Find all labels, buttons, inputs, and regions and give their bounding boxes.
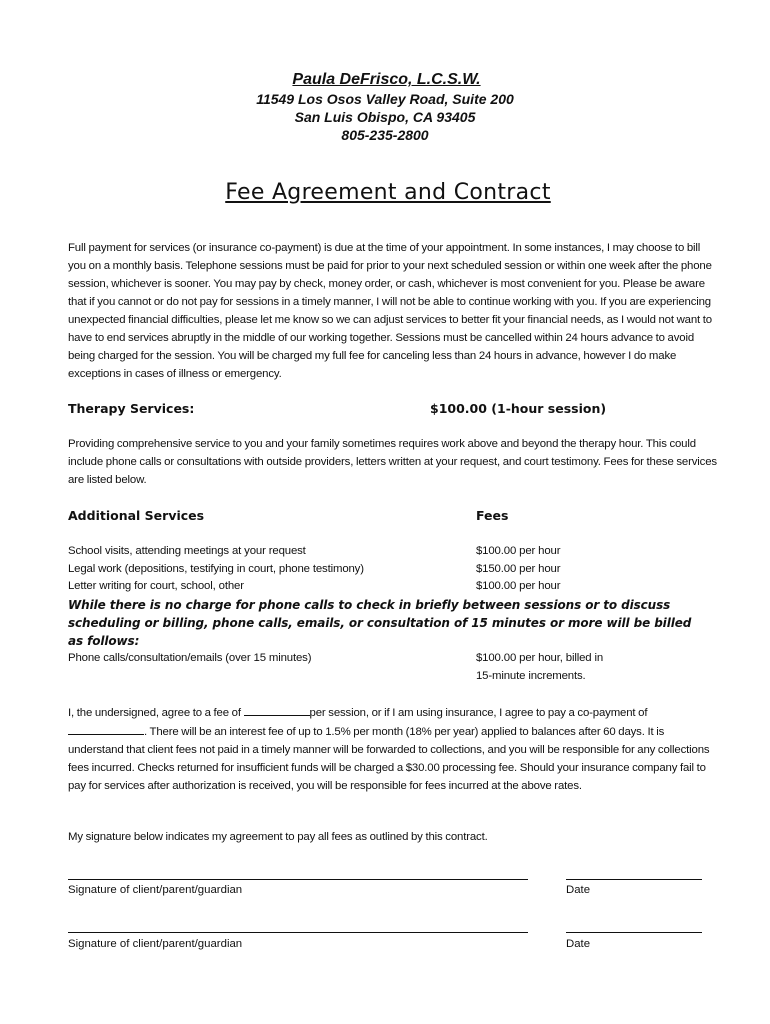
service-fee: $100.00 per hour [476,545,561,557]
therapy-services-fee: $100.00 (1-hour session) [430,401,607,416]
phone-billing-notice: While there is no charge for phone calls to check in briefly between sessions or to discuss scheduling or billing, phone calls, emails, or consultation of 15 minutes or more will be billed as follows: [68,598,692,648]
service-name: Letter writing for court, school, other [68,580,244,592]
address-line: 11549 Los Osos Valley Road, Suite 200 [256,91,514,107]
date-signature-line[interactable] [566,879,702,880]
additional-services-heading: Additional Services [68,508,205,523]
comprehensive-service-paragraph: Providing comprehensive service to you and your family sometimes requires work above and beyond the therapy hour. This could include phone calls or consultations with outside providers, letters written at your request, and court testimony. Fees for these services are listed below. [68,438,717,486]
client-signature-label: Signature of client/parent/guardian [68,938,243,950]
agreement-paragraph [68,703,718,795]
date-label: Date [566,938,591,950]
phone-number: 805-235-2800 [341,127,429,143]
agreement-text-3: . There will be an interest fee of up to 1.5% per month (18% per year) applied to balances after 60 days. It is understand that client fees not paid in a timely manner will be forwarded to collections, and you will be responsible for any collections fees incurred. Checks returned for insufficient funds will be charged a $30.00 processing fee. Should your insurance company fail to pay for services after authorization is received, you will be responsible for fees incurred at the above rates. [68,726,710,792]
therapy-services-row [68,400,708,418]
document-title: Fee Agreement and Contract [225,180,551,205]
signature-intro: My signature below indicates my agreement to pay all fees as outlined by this contract. [68,831,488,843]
letterhead [0,70,770,144]
service-name: School visits, attending meetings at your request [68,545,306,557]
practitioner-name: Paula DeFrisco, L.C.S.W. [292,71,481,88]
client-signature-line[interactable] [68,932,528,933]
client-signature-label: Signature of client/parent/guardian [68,884,243,896]
service-fee: $150.00 per hour [476,563,561,575]
copayment-blank[interactable] [68,722,144,735]
service-name: Legal work (depositions, testifying in court, phone testimony) [68,563,364,575]
session-fee-blank[interactable] [244,703,310,716]
agreement-text-1: I, the undersigned, agree to a fee of [68,707,244,719]
payment-policy-paragraph: Full payment for services (or insurance co-payment) is due at the time of your appointment. In some instances, I may choose to bill you on a monthly basis. Telephone sessions must be paid for prior to your next scheduled session or within one week after the phone session, whichever is sooner. You may pay by check, money order, or cash, whichever is most convenient for you. Please be aware that if you cannot or do not pay for sessions in a timely manner, I will not be able to continue working with you. If you are experiencing unexpected financial difficulties, please let me know so we can adjust services to better fit your financial needs, as I would not want to have to end services abruptly in the middle of our working together. Sessions must be cancelled within 24 hours advance to avoid being charged for the session. You will be charged my full fee for canceling less than 24 hours in advance, however I do make exceptions in cases of illness or emergency. [68,242,712,380]
client-signature-line[interactable] [68,879,528,880]
service-fee: $100.00 per hour, billed in [476,652,604,664]
date-label: Date [566,884,591,896]
city-line: San Luis Obispo, CA 93405 [294,109,476,125]
agreement-text-2: per session, or if I am using insurance, I agree to pay a co-payment of [309,707,648,719]
service-fee-continued: 15-minute increments. [476,670,586,682]
fees-heading: Fees [476,508,509,523]
therapy-services-label: Therapy Services: [68,401,195,416]
service-name: Phone calls/consultation/emails (over 15 minutes) [68,652,312,664]
service-fee: $100.00 per hour [476,580,561,592]
date-signature-line[interactable] [566,932,702,933]
